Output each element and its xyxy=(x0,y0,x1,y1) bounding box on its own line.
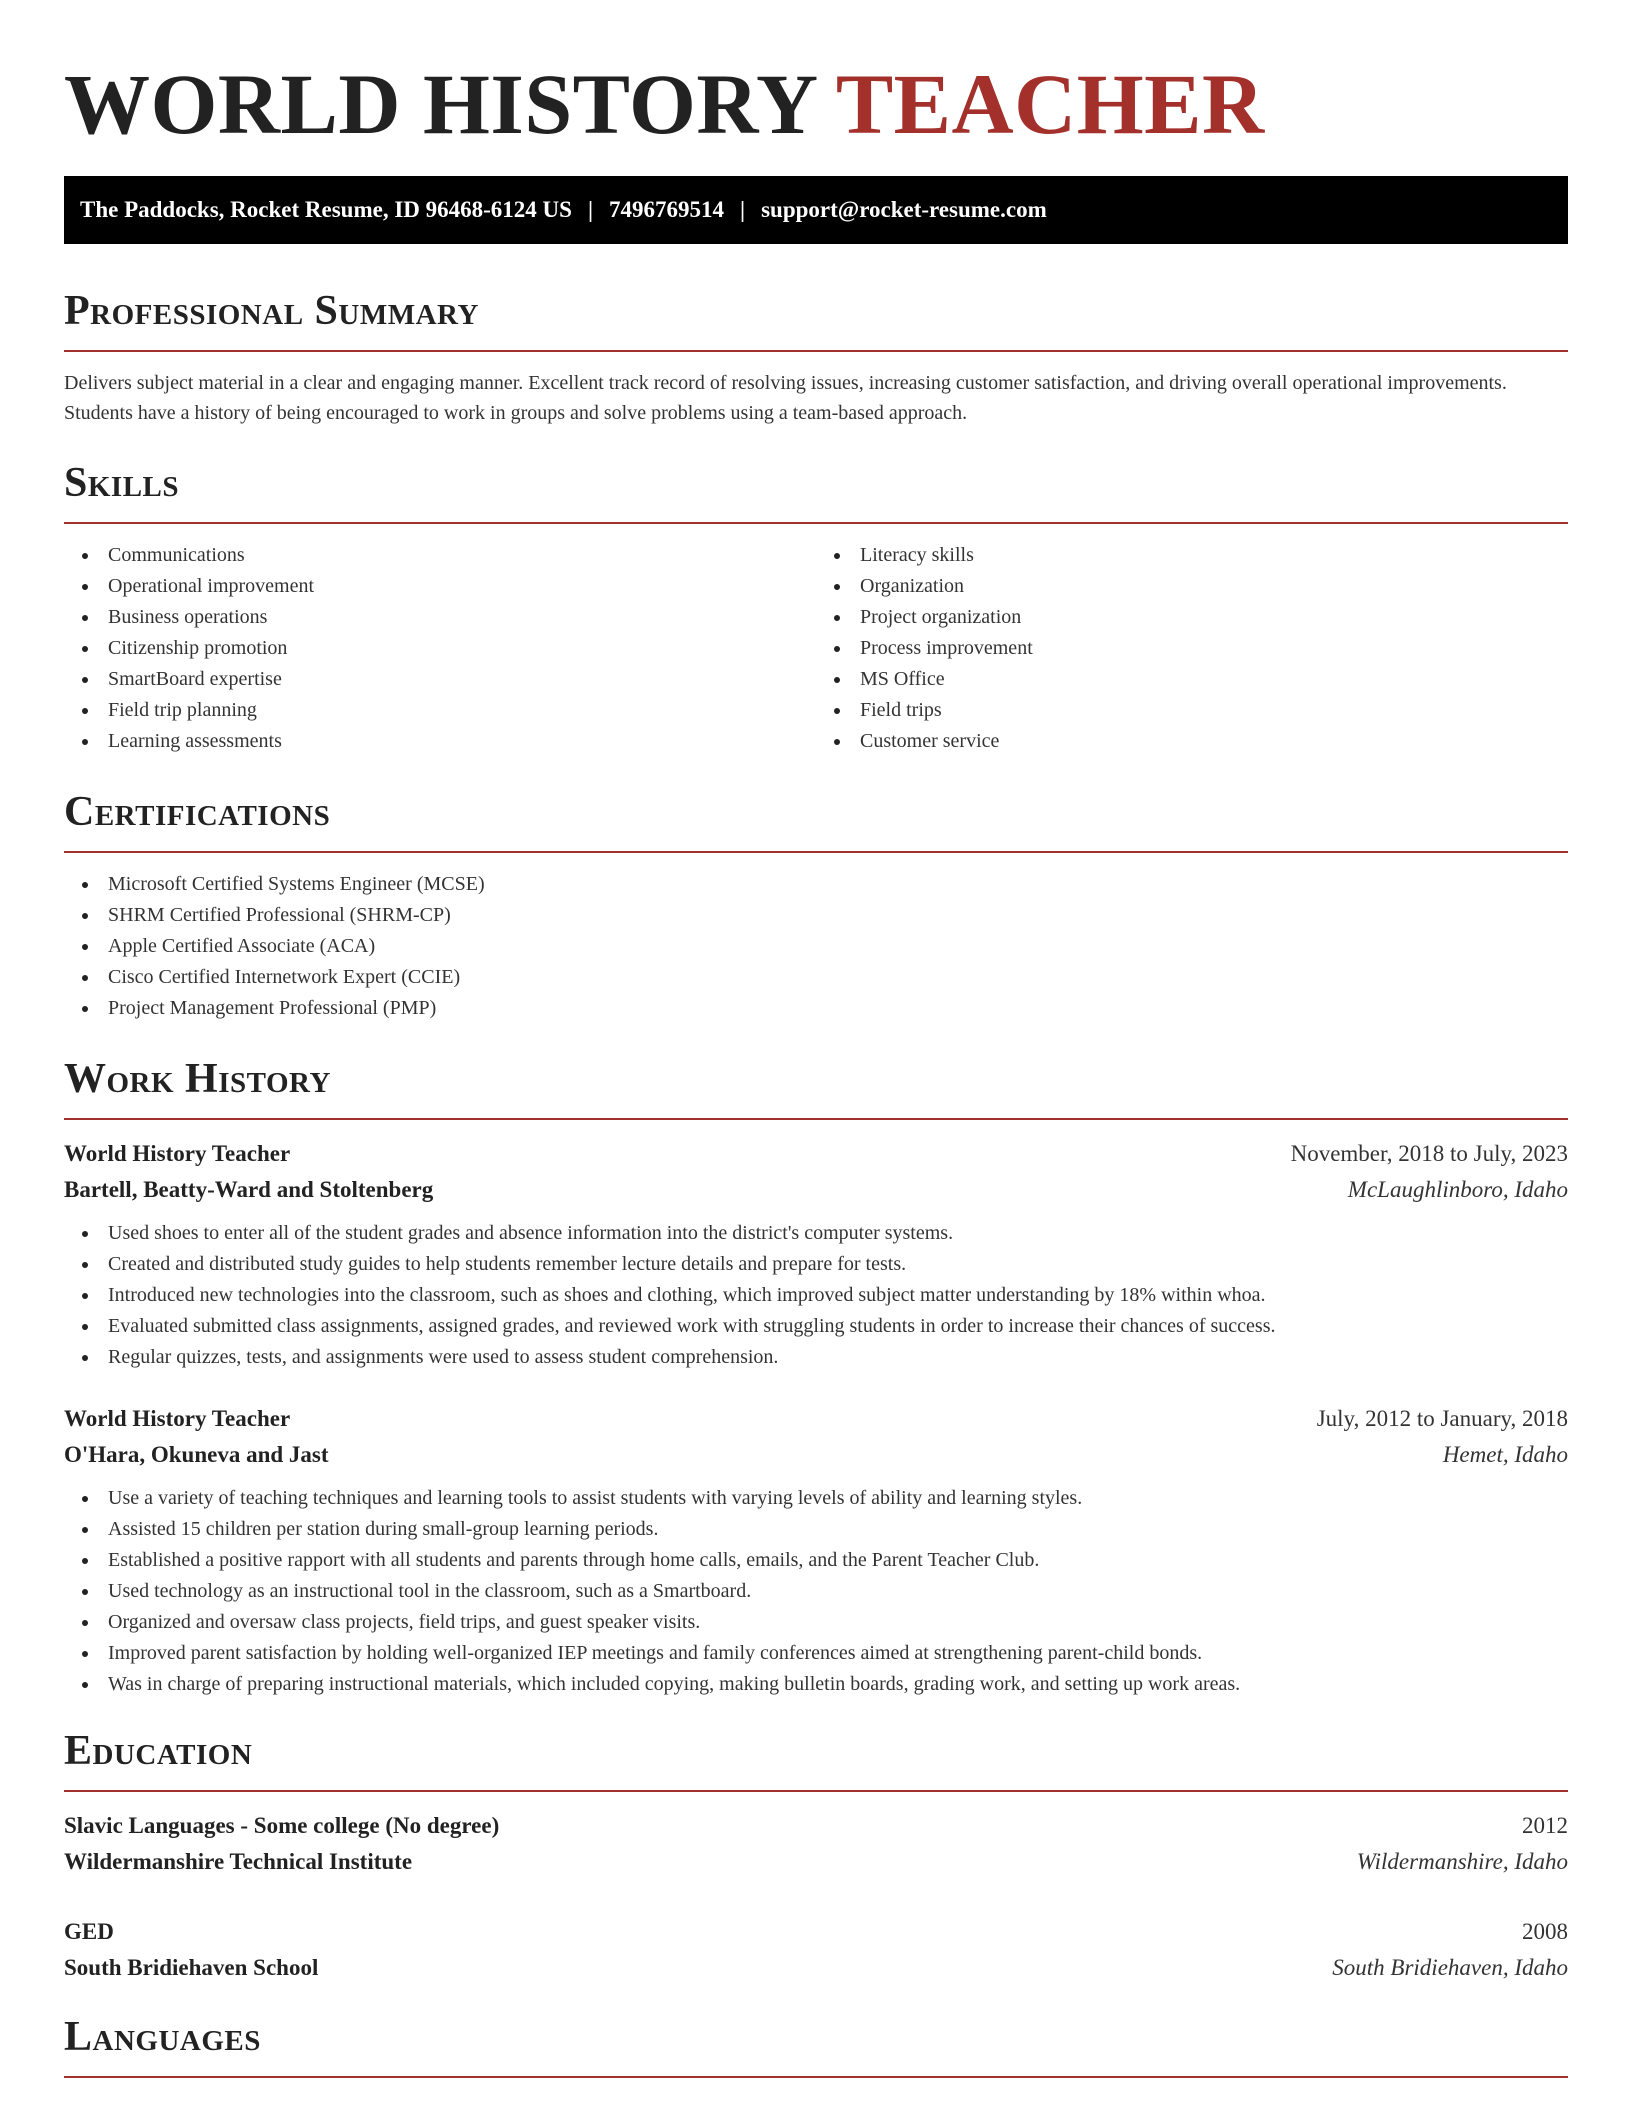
certification-item: Apple Certified Associate (ACA) xyxy=(108,931,1568,962)
section-divider xyxy=(64,350,1568,352)
job-bullet: Regular quizzes, tests, and assignments were used to assess student comprehension. xyxy=(108,1342,1568,1373)
work-section xyxy=(64,1054,1568,1700)
contact-email: support@rocket-resume.com xyxy=(761,197,1047,222)
education-year: 2008 xyxy=(1522,1919,1568,1944)
job-bullet: Improved parent satisfaction by holding well-organized IEP meetings and family conferences aimed at strengthening parent-child bonds. xyxy=(108,1638,1568,1669)
spacer xyxy=(64,1373,1568,1401)
section-title-certifications: Certifications xyxy=(64,789,331,835)
certification-item: Project Management Professional (PMP) xyxy=(108,993,1568,1024)
section-divider xyxy=(64,1118,1568,1120)
job-company: Bartell, Beatty-Ward and Stoltenberg xyxy=(64,1177,434,1202)
section-divider xyxy=(64,522,1568,524)
contact-separator: | xyxy=(587,197,594,222)
skill-item: MS Office xyxy=(860,664,1568,695)
job-dates: July, 2012 to January, 2018 xyxy=(1316,1406,1568,1431)
certification-item: Microsoft Certified Systems Engineer (MCSE) xyxy=(108,869,1568,900)
job-bullet: Assisted 15 children per station during small-group learning periods. xyxy=(108,1514,1568,1545)
job-entry xyxy=(64,1136,1568,1373)
section-divider xyxy=(64,851,1568,853)
education-school: South Bridiehaven School xyxy=(64,1955,319,1980)
job-bullet: Created and distributed study guides to help students remember lecture details and prepare for tests. xyxy=(108,1249,1568,1280)
certifications-list xyxy=(64,869,1568,1024)
job-bullet: Used shoes to enter all of the student grades and absence information into the district's computer systems. xyxy=(108,1218,1568,1249)
skills-list-left xyxy=(64,540,816,757)
job-bullet: Used technology as an instructional tool in the classroom, such as a Smartboard. xyxy=(108,1576,1568,1607)
job-role: World History Teacher xyxy=(64,1406,291,1431)
name-last: TEACHER xyxy=(835,56,1265,152)
skills-list-right xyxy=(816,540,1568,757)
education-degree: Slavic Languages - Some college (No degree) xyxy=(64,1813,500,1838)
certification-item: SHRM Certified Professional (SHRM-CP) xyxy=(108,900,1568,931)
skill-item: Customer service xyxy=(860,726,1568,757)
resume-name xyxy=(64,0,1568,152)
education-school-row xyxy=(64,1950,1568,1986)
name-first: WORLD HISTORY xyxy=(64,56,816,152)
job-company-row xyxy=(64,1437,1568,1473)
skill-item: Learning assessments xyxy=(108,726,816,757)
job-dates: November, 2018 to July, 2023 xyxy=(1290,1141,1568,1166)
job-bullet: Was in charge of preparing instructional materials, which included copying, making bulletin boards, grading work, and setting up work areas. xyxy=(108,1669,1568,1700)
education-school-row xyxy=(64,1844,1568,1880)
education-degree-row xyxy=(64,1914,1568,1950)
contact-phone: 7496769514 xyxy=(609,197,725,222)
job-bullet: Use a variety of teaching techniques and learning tools to assist students with varying levels of ability and learning styles. xyxy=(108,1483,1568,1514)
section-divider xyxy=(64,1790,1568,1792)
certifications-section xyxy=(64,787,1568,1024)
section-title-education: Education xyxy=(64,1728,253,1774)
job-header-row xyxy=(64,1136,1568,1172)
skill-item: SmartBoard expertise xyxy=(108,664,816,695)
skills-section xyxy=(64,458,1568,757)
education-entry xyxy=(64,1808,1568,1880)
education-degree-row xyxy=(64,1808,1568,1844)
spacer xyxy=(64,1880,1568,1914)
skills-grid xyxy=(64,540,1568,757)
summary-text: Delivers subject material in a clear and engaging manner. Excellent track record of resolving issues, increasing customer satisfaction, and driving overall operational improvements. Students have a history of being encouraged to work in groups and solve problems using a team-based approach. xyxy=(64,372,1507,424)
education-location: South Bridiehaven, Idaho xyxy=(1332,1955,1568,1980)
skill-item: Organization xyxy=(860,571,1568,602)
languages-section xyxy=(64,2012,1568,2078)
job-company-row xyxy=(64,1172,1568,1208)
skill-item: Citizenship promotion xyxy=(108,633,816,664)
section-title-summary: Professional Summary xyxy=(64,288,479,334)
job-bullets xyxy=(64,1218,1568,1373)
section-title-languages: Languages xyxy=(64,2014,261,2060)
skill-item: Operational improvement xyxy=(108,571,816,602)
education-school: Wildermanshire Technical Institute xyxy=(64,1849,413,1874)
skill-item: Literacy skills xyxy=(860,540,1568,571)
job-company: O'Hara, Okuneva and Jast xyxy=(64,1442,329,1467)
job-location: McLaughlinboro, Idaho xyxy=(1347,1177,1568,1202)
job-bullet: Evaluated submitted class assignments, assigned grades, and reviewed work with struggling students in order to increase their chances of success. xyxy=(108,1311,1568,1342)
skill-item: Field trip planning xyxy=(108,695,816,726)
education-year: 2012 xyxy=(1522,1813,1568,1838)
job-role: World History Teacher xyxy=(64,1141,291,1166)
education-degree: GED xyxy=(64,1919,114,1944)
job-header-row xyxy=(64,1401,1568,1437)
contact-address: The Paddocks, Rocket Resume, ID 96468-6124 US xyxy=(80,197,572,222)
contact-separator: | xyxy=(740,197,746,222)
job-location: Hemet, Idaho xyxy=(1442,1442,1568,1467)
skill-item: Communications xyxy=(108,540,816,571)
job-entry xyxy=(64,1401,1568,1700)
skill-item: Business operations xyxy=(108,602,816,633)
skill-item: Project organization xyxy=(860,602,1568,633)
education-entry xyxy=(64,1914,1568,1986)
section-title-work: Work History xyxy=(64,1056,331,1102)
job-bullet: Organized and oversaw class projects, field trips, and guest speaker visits. xyxy=(108,1607,1568,1638)
education-section xyxy=(64,1726,1568,1986)
summary-section xyxy=(64,286,1568,428)
contact-bar xyxy=(64,176,1568,244)
section-title-skills: Skills xyxy=(64,460,180,506)
certification-item: Cisco Certified Internetwork Expert (CCIE) xyxy=(108,962,1568,993)
education-location: Wildermanshire, Idaho xyxy=(1356,1849,1568,1874)
job-bullet: Established a positive rapport with all students and parents through home calls, emails, and the Parent Teacher Club. xyxy=(108,1545,1568,1576)
skill-item: Process improvement xyxy=(860,633,1568,664)
job-bullets xyxy=(64,1483,1568,1700)
job-bullet: Introduced new technologies into the classroom, such as shoes and clothing, which improved subject matter understanding by 18% within whoa. xyxy=(108,1280,1568,1311)
section-divider xyxy=(64,2076,1568,2078)
skill-item: Field trips xyxy=(860,695,1568,726)
